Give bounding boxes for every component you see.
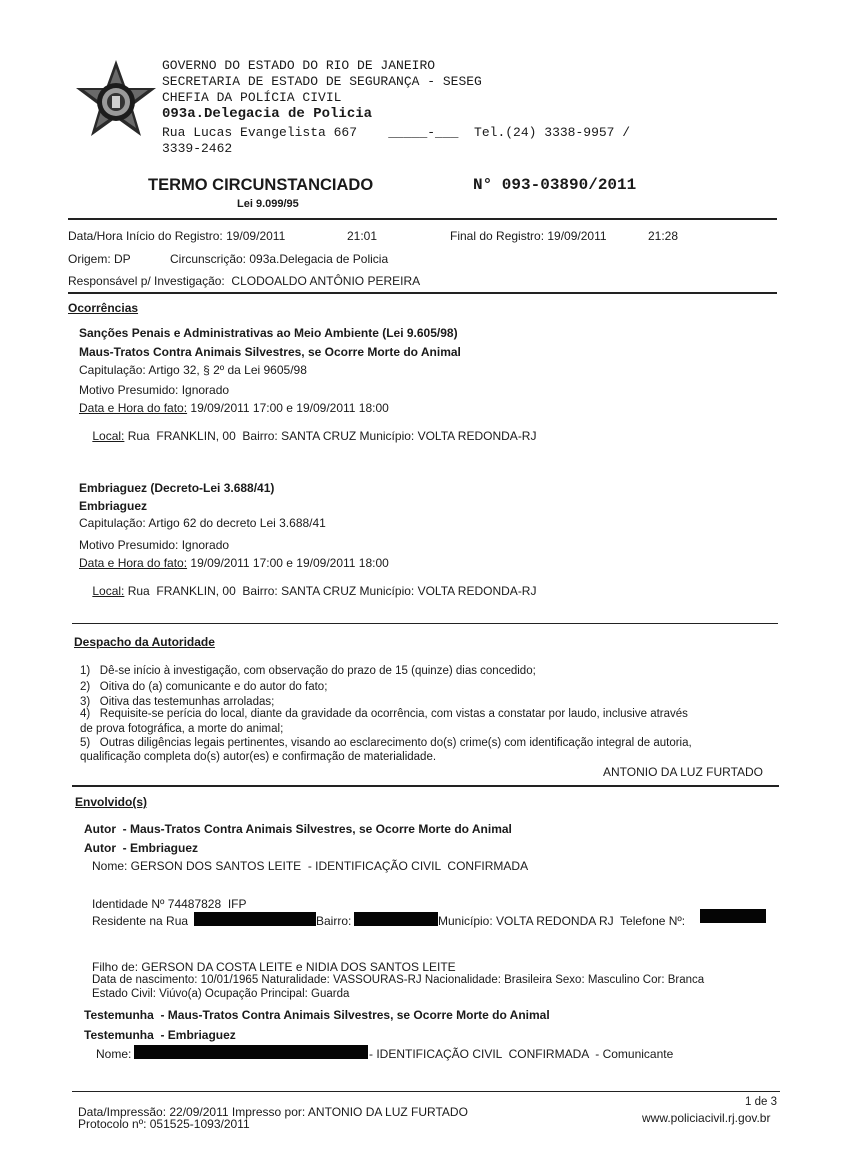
local-value: Rua FRANKLIN, 00 Bairro: SANTA CRUZ Município: VOLTA REDONDA-RJ [124, 584, 537, 598]
document-number: N° 093-03890/2011 [473, 176, 637, 194]
local-label: Local: [92, 584, 125, 598]
ocorrencia-crime: Maus-Tratos Contra Animais Silvestres, se Ocorre Morte do Animal [79, 345, 461, 359]
police-star-crest-icon [70, 58, 162, 150]
org-line-delegacia: 093a.Delegacia de Policia [162, 106, 373, 122]
redacted-testemunha-nome [134, 1045, 368, 1059]
redacted-street [194, 912, 316, 926]
autor-identidade: Identidade Nº 74487828 IFP [92, 897, 247, 911]
ocorrencia-data [79, 401, 389, 415]
phone-line-2: 3339-2462 [162, 141, 233, 156]
footer-protocolo: Protocolo nº: 051525-1093/2011 [78, 1117, 250, 1131]
ocorrencia-motivo: Motivo Presumido: Ignorado [79, 383, 230, 397]
autor-filiacao: Filho de: GERSON DA COSTA LEITE e NIDIA DOS SANTOS LEITE [92, 960, 456, 974]
envolvidos-heading: Envolvido(s) [75, 795, 148, 809]
testemunha-identificacao: - IDENTIFICAÇÃO CIVIL CONFIRMADA - Comunicante [369, 1047, 674, 1061]
local-value: Rua FRANKLIN, 00 Bairro: SANTA CRUZ Município: VOLTA REDONDA-RJ [124, 429, 537, 443]
document-title: TERMO CIRCUNSTANCIADO [148, 176, 374, 194]
testemunha-nome-label: Nome: [96, 1047, 132, 1061]
despacho-divider [72, 785, 779, 787]
ocorrencia-local [79, 570, 536, 612]
data-label: Data e Hora do fato: [79, 556, 188, 570]
registro-final: Final do Registro: 19/09/2011 [450, 229, 607, 243]
registro-circunscricao: Circunscrição: 093a.Delegacia de Policia [170, 252, 389, 266]
org-line-chefia: CHEFIA DA POLÍCIA CIVIL [162, 90, 342, 105]
autor-nome: Nome: GERSON DOS SANTOS LEITE - IDENTIFICAÇÃO CIVIL CONFIRMADA [92, 859, 529, 873]
ocorrencia-capitulacao: Capitulação: Artigo 62 do decreto Lei 3.688/41 [79, 516, 326, 530]
org-line-secretaria: SECRETARIA DE ESTADO DE SEGURANÇA - SESEG [162, 74, 482, 89]
footer-divider [72, 1091, 780, 1092]
footer-site-link[interactable]: www.policiacivil.rj.gov.br [642, 1111, 771, 1125]
header-divider [68, 218, 777, 220]
ocorrencia-lei: Sanções Penais e Administrativas ao Meio Ambiente (Lei 9.605/98) [79, 326, 458, 340]
ocorrencia-crime: Embriaguez [79, 499, 148, 513]
registro-responsavel: Responsável p/ Investigação: CLODOALDO ANTÔNIO PEREIRA [68, 274, 421, 288]
registro-divider [68, 292, 777, 294]
registro-origem: Origem: DP [68, 252, 131, 266]
registro-inicio: Data/Hora Início do Registro: 19/09/2011 [68, 229, 286, 243]
redacted-bairro [354, 912, 438, 926]
registro-final-hora: 21:28 [648, 229, 679, 243]
ocorrencia-local [79, 415, 536, 457]
despacho-line: 1) Dê-se início à investigação, com observação do prazo de 15 (quinze) dias concedido; [80, 665, 536, 677]
despacho-line: de prova fotográfica, a morte do animal; [80, 723, 284, 735]
bairro-label: Bairro: [316, 914, 352, 928]
local-label: Local: [92, 429, 125, 443]
autor-nascimento: Data de nascimento: 10/01/1965 Naturalidade: VASSOURAS-RJ Nacionalidade: Brasileira Sexo: Masculino Cor: Branca [92, 974, 705, 986]
ocorrencia-capitulacao: Capitulação: Artigo 32, § 2º da Lei 9605/98 [79, 363, 307, 377]
data-value: 19/09/2011 17:00 e 19/09/2011 18:00 [190, 401, 389, 415]
despacho-line: 3) Oitiva das testemunhas arroladas; [80, 696, 275, 708]
autor-embriaguez: Autor - Embriaguez [84, 841, 199, 855]
despacho-line: 5) Outras diligências legais pertinentes, visando ao esclarecimento do(s) crime(s) com identificação integral de autoria, [80, 737, 692, 749]
ocorrencias-heading: Ocorrências [68, 301, 139, 315]
autor-estado-civil: Estado Civil: Viúvo(a) Ocupação Principal: Guarda [92, 988, 350, 1000]
residente-label: Residente na Rua [92, 914, 189, 928]
data-value: 19/09/2011 17:00 e 19/09/2011 18:00 [190, 556, 389, 570]
footer-page-number: 1 de 3 [745, 1096, 777, 1108]
autor-maus-tratos: Autor - Maus-Tratos Contra Animais Silvestres, se Ocorre Morte do Animal [84, 822, 512, 836]
ocorrencia-motivo: Motivo Presumido: Ignorado [79, 538, 230, 552]
ocorrencia-data [79, 556, 389, 570]
footer-impressao: Data/Impressão: 22/09/2011 Impresso por: ANTONIO DA LUZ FURTADO [78, 1105, 468, 1119]
municipio-telefone: Município: VOLTA REDONDA RJ Telefone Nº: [438, 914, 686, 928]
org-line-governo: GOVERNO DO ESTADO DO RIO DE JANEIRO [162, 58, 436, 73]
despacho-line: 4) Requisite-se perícia do local, diante da gravidade da ocorrência, com vistas a constatar por laudo, inclusive através [80, 708, 688, 720]
despacho-line: qualificação completa do(s) autor(es) e confirmação de materialidade. [80, 751, 437, 763]
ocorrencia-lei: Embriaguez (Decreto-Lei 3.688/41) [79, 481, 275, 495]
data-label: Data e Hora do fato: [79, 401, 188, 415]
law-reference: Lei 9.099/95 [237, 198, 299, 210]
testemunha-maus-tratos: Testemunha - Maus-Tratos Contra Animais Silvestres, se Ocorre Morte do Animal [84, 1008, 550, 1022]
despacho-signature: ANTONIO DA LUZ FURTADO [603, 765, 764, 779]
ocorrencias-divider [72, 623, 778, 624]
testemunha-embriaguez: Testemunha - Embriaguez [84, 1028, 236, 1042]
despacho-line: 2) Oitiva do (a) comunicante e do autor do fato; [80, 681, 328, 693]
registro-inicio-hora: 21:01 [347, 229, 378, 243]
despacho-heading: Despacho da Autoridade [74, 635, 215, 649]
address-line: Rua Lucas Evangelista 667 _____-___ Tel.(24) 3338-9957 / [162, 125, 631, 140]
redacted-telefone [700, 909, 766, 923]
